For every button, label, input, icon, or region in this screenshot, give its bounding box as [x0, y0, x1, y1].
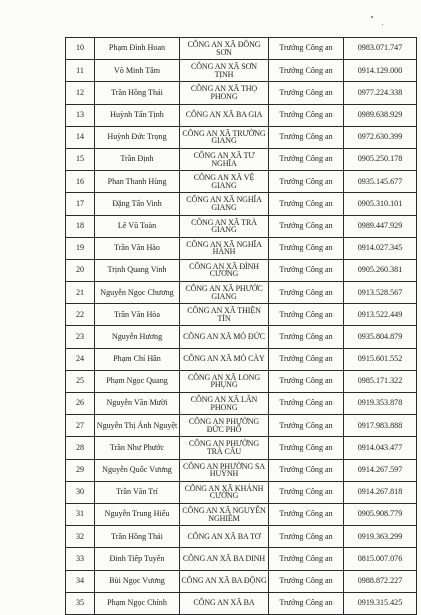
position-cell: Trưởng Công an	[269, 393, 344, 415]
phone-number-cell: 0914.267.818	[344, 481, 417, 503]
row-number-cell: 15	[66, 148, 95, 170]
position-cell: Trưởng Công an	[269, 259, 344, 281]
person-name-cell: Phan Thanh Hùng	[95, 171, 180, 193]
phone-number-cell: 0905.908.779	[344, 503, 417, 525]
phone-number-cell: 0905.260.381	[344, 259, 417, 281]
phone-number-cell: 0935.804.879	[344, 326, 417, 348]
row-number-cell: 13	[66, 104, 95, 126]
unit-name-cell: CÔNG AN XÃ SƠN TỊNH	[180, 60, 269, 82]
person-name-cell: Bùi Ngọc Vương	[95, 570, 180, 592]
phone-number-cell: 0919.363.299	[344, 526, 417, 548]
table-row	[66, 259, 417, 281]
position-cell: Trưởng Công an	[269, 193, 344, 215]
row-number-cell: 11	[66, 60, 95, 82]
row-number-cell: 28	[66, 437, 95, 459]
table-row	[66, 282, 417, 304]
person-name-cell: Trần Như Phước	[95, 437, 180, 459]
unit-name-cell: CÔNG AN XÃ NGHĨA HÀNH	[180, 237, 269, 259]
person-name-cell: Trịnh Quang Vinh	[95, 259, 180, 281]
unit-name-cell: CÔNG AN XÃ LÂN PHONG	[180, 393, 269, 415]
table-row	[66, 503, 417, 525]
table-row	[66, 481, 417, 503]
person-name-cell: Trần Định	[95, 148, 180, 170]
person-name-cell: Đặng Tấn Vinh	[95, 193, 180, 215]
position-cell: Trưởng Công an	[269, 370, 344, 392]
phone-number-cell: 0914.043.477	[344, 437, 417, 459]
unit-name-cell: CÔNG AN PHƯỜNG ĐỨC PHỔ	[180, 415, 269, 437]
row-number-cell: 33	[66, 548, 95, 570]
unit-name-cell: CÔNG AN XÃ ĐÌNH CƯƠNG	[180, 259, 269, 281]
unit-name-cell: CÔNG AN XÃ VỆ GIANG	[180, 171, 269, 193]
phone-number-cell: 0914.129.000	[344, 60, 417, 82]
row-number-cell: 19	[66, 237, 95, 259]
row-number-cell: 23	[66, 326, 95, 348]
phone-number-cell: 0914.027.345	[344, 237, 417, 259]
position-cell: Trưởng Công an	[269, 548, 344, 570]
table-row	[66, 393, 417, 415]
table-row	[66, 38, 417, 60]
row-number-cell: 25	[66, 370, 95, 392]
unit-name-cell: CÔNG AN XÃ BA GIA	[180, 104, 269, 126]
table-row	[66, 348, 417, 370]
phone-number-cell: 0919.315.425	[344, 592, 417, 614]
person-name-cell: Nguyễn Trung Hiếu	[95, 503, 180, 525]
unit-name-cell: CÔNG AN XÃ KHÁNH CƯỜNG	[180, 481, 269, 503]
phone-number-cell: 0972.630.399	[344, 126, 417, 148]
position-cell: Trưởng Công an	[269, 171, 344, 193]
position-cell: Trưởng Công an	[269, 326, 344, 348]
person-name-cell: Võ Minh Tâm	[95, 60, 180, 82]
unit-name-cell: CÔNG AN XÃ THIỆN TÍN	[180, 304, 269, 326]
person-name-cell: Nguyễn Văn Mười	[95, 393, 180, 415]
table-row	[66, 415, 417, 437]
phone-number-cell: 0917.983.888	[344, 415, 417, 437]
person-name-cell: Nguyễn Thị Ánh Nguyệt	[95, 415, 180, 437]
table-row	[66, 304, 417, 326]
unit-name-cell: CÔNG AN PHƯỜNG SA HUỲNH	[180, 459, 269, 481]
table-row	[66, 104, 417, 126]
unit-name-cell: CÔNG AN XÃ BA TƠ	[180, 526, 269, 548]
person-name-cell: Lê Vũ Toàn	[95, 215, 180, 237]
person-name-cell: Phạm Ngọc Quang	[95, 370, 180, 392]
row-number-cell: 26	[66, 393, 95, 415]
unit-name-cell: CÔNG AN XÃ ĐÔNG SƠN	[180, 38, 269, 60]
row-number-cell: 10	[66, 38, 95, 60]
phone-number-cell: 0913.522.449	[344, 304, 417, 326]
unit-name-cell: CÔNG AN XÃ TRƯỜNG GIANG	[180, 126, 269, 148]
unit-name-cell: CÔNG AN XÃ NGUYỄN NGHIÊM	[180, 503, 269, 525]
row-number-cell: 35	[66, 592, 95, 614]
person-name-cell: Nguyễn Quốc Vương	[95, 459, 180, 481]
person-name-cell: Trần Văn Trí	[95, 481, 180, 503]
position-cell: Trưởng Công an	[269, 215, 344, 237]
table-row	[66, 570, 417, 592]
position-cell: Trưởng Công an	[269, 60, 344, 82]
row-number-cell: 34	[66, 570, 95, 592]
row-number-cell: 31	[66, 503, 95, 525]
unit-name-cell: CÔNG AN XÃ LONG PHỤNG	[180, 370, 269, 392]
table-row	[66, 437, 417, 459]
table-row	[66, 370, 417, 392]
table-row	[66, 148, 417, 170]
row-number-cell: 24	[66, 348, 95, 370]
person-name-cell: Trần Văn Hòa	[95, 304, 180, 326]
phone-number-cell: 0815.007.076	[344, 548, 417, 570]
person-name-cell: Trần Hồng Thái	[95, 82, 180, 104]
table-row	[66, 126, 417, 148]
table-row	[66, 82, 417, 104]
position-cell: Trưởng Công an	[269, 126, 344, 148]
table-row	[66, 326, 417, 348]
person-name-cell: Nguyễn Ngọc Chương	[95, 282, 180, 304]
row-number-cell: 29	[66, 459, 95, 481]
position-cell: Trưởng Công an	[269, 304, 344, 326]
person-name-cell: Trần Văn Hào	[95, 237, 180, 259]
phone-number-cell: 0935.145.677	[344, 171, 417, 193]
table-row	[66, 592, 417, 614]
person-name-cell: Phạm Chí Hân	[95, 348, 180, 370]
scan-speck	[371, 16, 373, 18]
phone-number-cell: 0985.171.322	[344, 370, 417, 392]
scan-speck	[382, 24, 383, 25]
phone-number-cell: 0983.071.747	[344, 38, 417, 60]
row-number-cell: 17	[66, 193, 95, 215]
unit-name-cell: CÔNG AN XÃ TƯ NGHĨA	[180, 148, 269, 170]
position-cell: Trưởng Công an	[269, 437, 344, 459]
position-cell: Trưởng Công an	[269, 570, 344, 592]
table-row	[66, 193, 417, 215]
table-row	[66, 215, 417, 237]
unit-name-cell: CÔNG AN PHƯỜNG TRÀ CÂU	[180, 437, 269, 459]
position-cell: Trưởng Công an	[269, 82, 344, 104]
position-cell: Trưởng Công an	[269, 459, 344, 481]
unit-name-cell: CÔNG AN XÃ BA ĐỘNG	[180, 570, 269, 592]
position-cell: Trưởng Công an	[269, 415, 344, 437]
phone-number-cell: 0919.353.878	[344, 393, 417, 415]
unit-name-cell: CÔNG AN XÃ MỎ CÀY	[180, 348, 269, 370]
position-cell: Trưởng Công an	[269, 526, 344, 548]
table-row	[66, 237, 417, 259]
position-cell: Trưởng Công an	[269, 348, 344, 370]
position-cell: Trưởng Công an	[269, 481, 344, 503]
phone-number-cell: 0989.447.929	[344, 215, 417, 237]
phone-number-cell: 0915.601.552	[344, 348, 417, 370]
person-name-cell: Đinh Tiếp Tuyến	[95, 548, 180, 570]
row-number-cell: 20	[66, 259, 95, 281]
row-number-cell: 30	[66, 481, 95, 503]
phone-number-cell: 0989.638.929	[344, 104, 417, 126]
table-row	[66, 171, 417, 193]
table-row	[66, 526, 417, 548]
row-number-cell: 14	[66, 126, 95, 148]
unit-name-cell: CÔNG AN XÃ THỌ PHONG	[180, 82, 269, 104]
unit-name-cell: CÔNG AN XÃ MỎ ĐỨC	[180, 326, 269, 348]
row-number-cell: 18	[66, 215, 95, 237]
row-number-cell: 27	[66, 415, 95, 437]
unit-name-cell: CÔNG AN XÃ BA	[180, 592, 269, 614]
contact-table	[65, 37, 417, 615]
table-body	[66, 38, 417, 615]
person-name-cell: Trần Hồng Thái	[95, 526, 180, 548]
position-cell: Trưởng Công an	[269, 104, 344, 126]
phone-number-cell: 0905.310.101	[344, 193, 417, 215]
phone-number-cell: 0988.872.227	[344, 570, 417, 592]
table-row	[66, 548, 417, 570]
row-number-cell: 12	[66, 82, 95, 104]
row-number-cell: 32	[66, 526, 95, 548]
unit-name-cell: CÔNG AN XÃ BA DINH	[180, 548, 269, 570]
row-number-cell: 16	[66, 171, 95, 193]
phone-number-cell: 0914.267.597	[344, 459, 417, 481]
phone-number-cell: 0905.250.178	[344, 148, 417, 170]
position-cell: Trưởng Công an	[269, 237, 344, 259]
person-name-cell: Huỳnh Tấn Tịnh	[95, 104, 180, 126]
person-name-cell: Phạm Đình Hoan	[95, 38, 180, 60]
unit-name-cell: CÔNG AN XÃ TRÀ GIANG	[180, 215, 269, 237]
table-row	[66, 459, 417, 481]
person-name-cell: Phạm Ngọc Chính	[95, 592, 180, 614]
row-number-cell: 22	[66, 304, 95, 326]
unit-name-cell: CÔNG AN XÃ PHƯỚC GIANG	[180, 282, 269, 304]
phone-number-cell: 0977.224.338	[344, 82, 417, 104]
unit-name-cell: CÔNG AN XÃ NGHĨA GIANG	[180, 193, 269, 215]
position-cell: Trưởng Công an	[269, 38, 344, 60]
position-cell: Trưởng Công an	[269, 592, 344, 614]
position-cell: Trưởng Công an	[269, 503, 344, 525]
row-number-cell: 21	[66, 282, 95, 304]
position-cell: Trưởng Công an	[269, 282, 344, 304]
phone-number-cell: 0913.528.567	[344, 282, 417, 304]
person-name-cell: Nguyễn Hương	[95, 326, 180, 348]
position-cell: Trưởng Công an	[269, 148, 344, 170]
table-row	[66, 60, 417, 82]
person-name-cell: Huỳnh Đức Trọng	[95, 126, 180, 148]
